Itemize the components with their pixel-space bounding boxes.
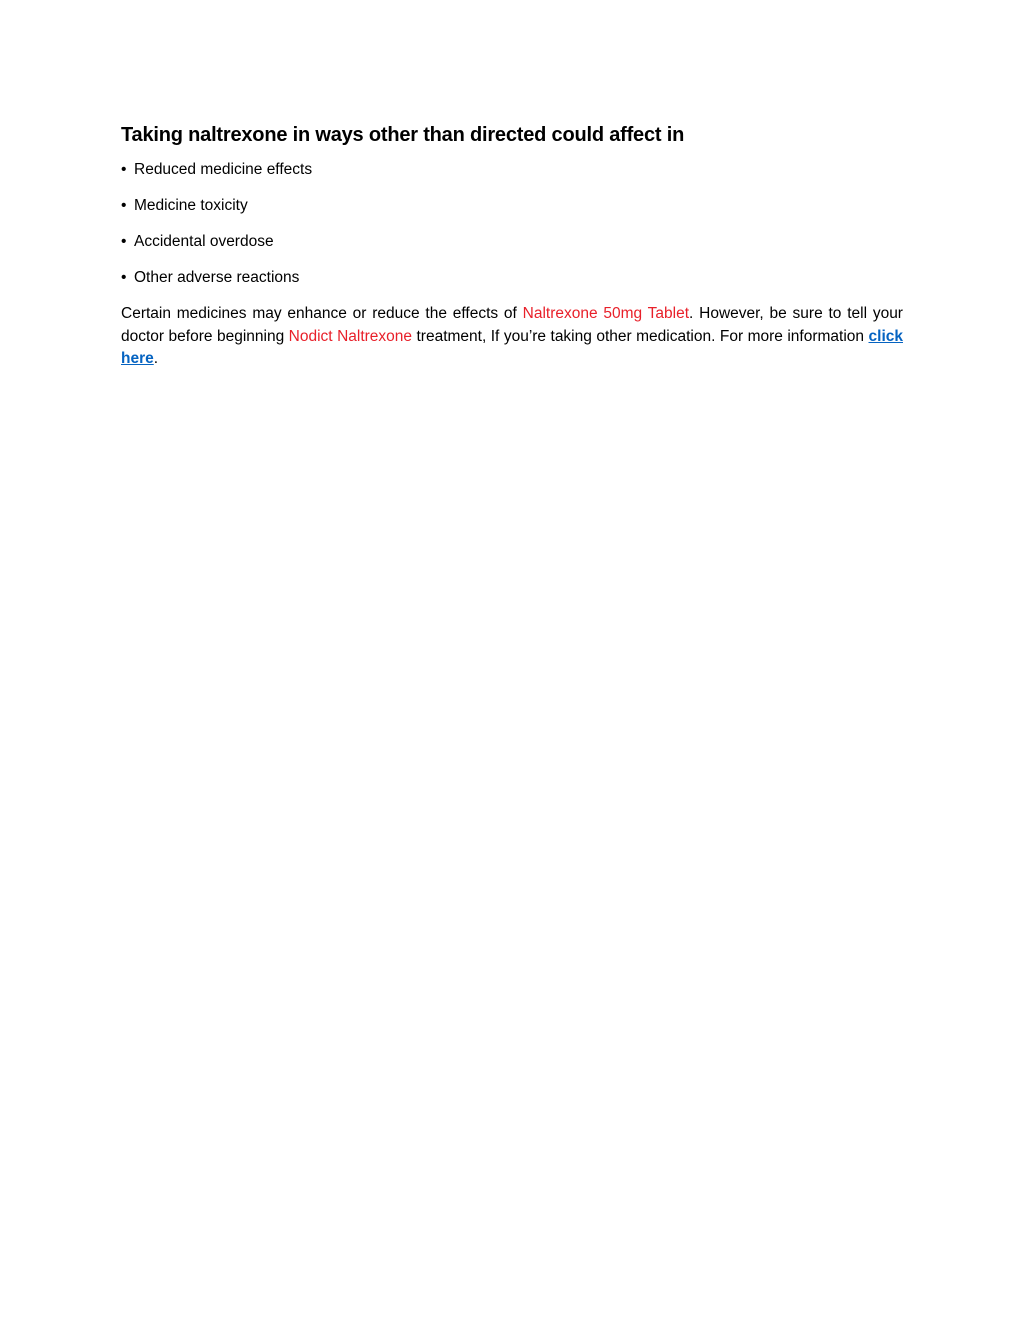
list-item-text: Medicine toxicity bbox=[134, 197, 248, 214]
list-item bbox=[121, 159, 903, 181]
bullet-icon: • bbox=[121, 269, 127, 286]
paragraph-text: treatment, If you’re taking other medication. For more information bbox=[412, 327, 869, 345]
bullet-icon: • bbox=[121, 161, 127, 178]
paragraph-text: . bbox=[153, 350, 159, 367]
bullet-icon: • bbox=[121, 197, 127, 214]
bullet-list bbox=[121, 159, 903, 289]
paragraph-text: Certain medicines may enhance or reduce the effects of bbox=[121, 305, 523, 322]
document-page bbox=[121, 120, 903, 371]
page-heading: Taking naltrexone in ways other than directed could affect in bbox=[121, 124, 685, 146]
click-here-link[interactable]: click here bbox=[121, 327, 903, 367]
highlighted-treatment-name: Nodict Naltrexone bbox=[288, 327, 413, 345]
list-item bbox=[121, 231, 903, 253]
bullet-icon: • bbox=[121, 233, 127, 250]
list-item bbox=[121, 195, 903, 217]
list-item bbox=[121, 267, 903, 289]
highlighted-product-name: Naltrexone 50mg Tablet bbox=[522, 305, 690, 322]
body-paragraph bbox=[121, 303, 903, 371]
list-item-text: Reduced medicine effects bbox=[134, 161, 313, 178]
list-item-text: Other adverse reactions bbox=[134, 269, 300, 286]
list-item-text: Accidental overdose bbox=[134, 233, 274, 250]
paragraph-text: . However, be sure to tell your doctor before beginning bbox=[121, 305, 903, 345]
